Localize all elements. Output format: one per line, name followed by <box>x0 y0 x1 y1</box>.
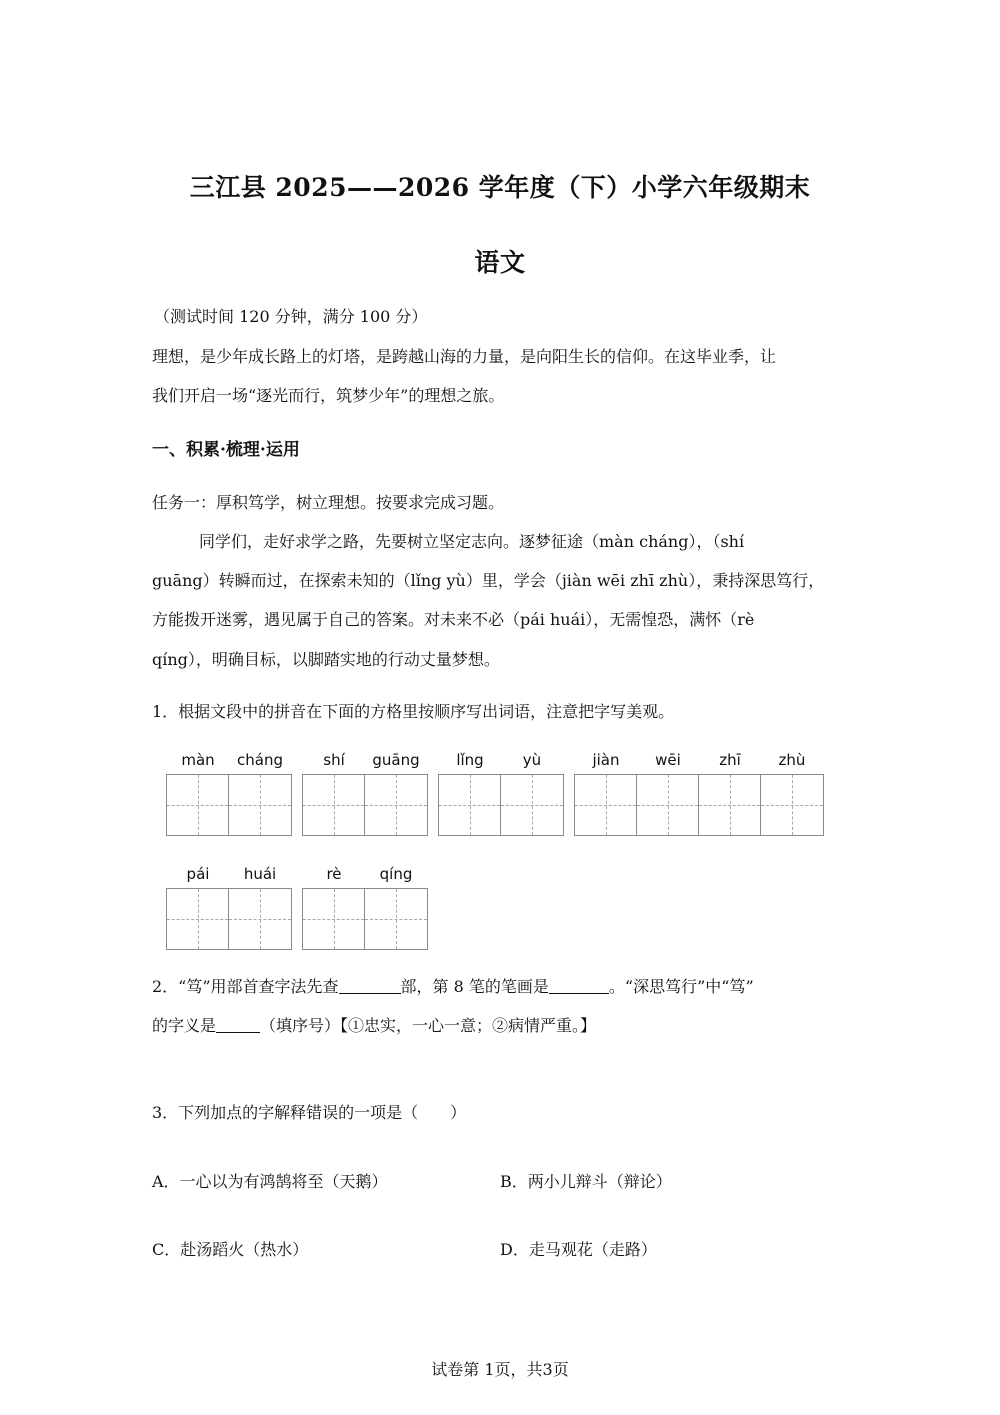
writing-cell[interactable] <box>365 889 427 949</box>
writing-cell[interactable] <box>699 775 761 835</box>
writing-grid-shiguang[interactable] <box>302 774 428 836</box>
writing-grid-reqing[interactable] <box>302 888 428 950</box>
answer-blank[interactable] <box>339 977 401 994</box>
task-one: 任务一：厚积笃学，树立理想。按要求完成习题。 <box>152 493 505 512</box>
writing-cell[interactable] <box>303 775 365 835</box>
writing-cell[interactable] <box>229 775 291 835</box>
writing-cell[interactable] <box>229 889 291 949</box>
option-b[interactable]: B．两小儿辩斗（辩论） <box>500 1172 672 1191</box>
q2-text: 2．“笃”用部首查字法先查 <box>152 977 339 996</box>
exam-title: 三江县 2025——2026 学年度（下）小学六年级期末 <box>189 173 811 202</box>
writing-cell[interactable] <box>167 889 229 949</box>
writing-cell[interactable] <box>167 775 229 835</box>
pinyin-label: guāng <box>372 751 420 769</box>
question-2-line-1 <box>152 974 754 997</box>
q2-text: 的字义是 <box>152 1016 217 1035</box>
pinyin-label: màn <box>181 751 215 769</box>
pinyin-label: zhù <box>778 751 806 769</box>
page-footer: 试卷第 1页，共3页 <box>431 1360 569 1379</box>
writing-cell[interactable] <box>439 775 501 835</box>
writing-cell[interactable] <box>761 775 823 835</box>
passage-line-3: 方能拨开迷雾，遇见属于自己的答案。对未来不必（pái huái），无需惶恐，满怀（rè <box>152 610 755 629</box>
option-a[interactable]: A．一心以为有鸿鹄将至（天鹅） <box>152 1172 388 1191</box>
passage-line-4: qíng），明确目标，以脚踏实地的行动丈量梦想。 <box>152 650 500 669</box>
writing-cell[interactable] <box>365 775 427 835</box>
pinyin-label: lǐng <box>456 751 484 769</box>
pinyin-label: yù <box>522 751 542 769</box>
writing-cell[interactable] <box>575 775 637 835</box>
writing-cell[interactable] <box>637 775 699 835</box>
writing-cell[interactable] <box>303 889 365 949</box>
answer-blank[interactable] <box>549 977 609 994</box>
intro-line-2: 我们开启一场“逐光而行，筑梦少年”的理想之旅。 <box>152 386 505 405</box>
writing-grid-paihuai[interactable] <box>166 888 292 950</box>
question-1: 1．根据文段中的拼音在下面的方格里按顺序写出词语，注意把字写美观。 <box>152 702 675 721</box>
intro-line-1: 理想，是少年成长路上的灯塔，是跨越山海的力量，是向阳生长的信仰。在这毕业季，让 <box>152 347 777 366</box>
pinyin-label: qíng <box>379 865 413 883</box>
question-3: 3．下列加点的字解释错误的一项是（ ） <box>152 1103 467 1122</box>
pinyin-label: rè <box>326 865 342 883</box>
pinyin-label: shí <box>323 751 345 769</box>
pinyin-label: zhī <box>719 751 741 769</box>
passage-line-2: guāng）转瞬而过，在探索未知的（lǐng yù）里，学会（jiàn wēi zhī zhù），秉持深思笃行， <box>152 571 825 590</box>
writing-grid-manchang[interactable] <box>166 774 292 836</box>
pinyin-label: cháng <box>237 751 283 769</box>
option-c[interactable]: C．赴汤蹈火（热水） <box>152 1240 309 1259</box>
exam-subject: 语文 <box>474 248 526 277</box>
section-heading: 一、积累·梳理·运用 <box>152 440 300 460</box>
q2-text: 。“深思笃行”中“笃” <box>608 977 754 996</box>
pinyin-label: pái <box>186 865 210 883</box>
writing-cell[interactable] <box>501 775 563 835</box>
writing-grid-jianweizhizhu[interactable] <box>574 774 824 836</box>
pinyin-label: huái <box>243 865 277 883</box>
pinyin-label: wēi <box>655 751 681 769</box>
pinyin-label: jiàn <box>592 751 620 769</box>
q2-text: （填序号）【①忠实，一心一意；②病情严重。】 <box>260 1016 597 1035</box>
option-d[interactable]: D．走马观花（走路） <box>500 1240 657 1259</box>
writing-grid-lingyu[interactable] <box>438 774 564 836</box>
q2-text: 部，第 8 笔的笔画是 <box>400 977 549 996</box>
test-info: （测试时间 120 分钟，满分 100 分） <box>154 307 428 326</box>
passage-line-1: 同学们，走好求学之路，先要树立坚定志向。逐梦征途（màn cháng），（shí <box>199 532 745 551</box>
answer-blank[interactable] <box>216 1016 260 1033</box>
question-2-line-2 <box>152 1013 596 1036</box>
